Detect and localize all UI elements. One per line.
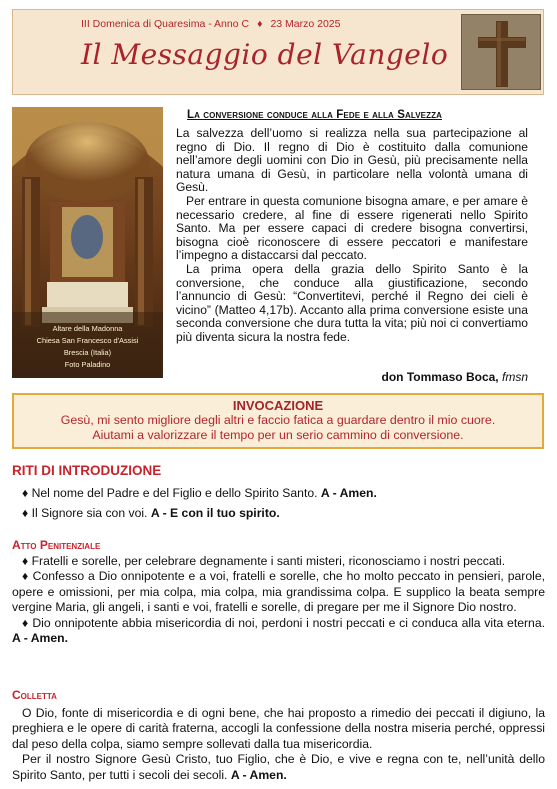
caption-line: Altare della Madonna [52,324,123,333]
rite-text: ♦ Nel nome del Padre e del Figlio e dello Spirito Santo. [22,486,321,500]
page-title: Il Messaggio del Vangelo [81,38,449,71]
author-name: don Tommaso Boca, [381,370,499,384]
author-signature [176,370,528,384]
atto-paragraph [12,616,545,647]
atto-paragraph: ♦ Confesso a Dio onnipotente e a voi, fratelli e sorelle, che ho molto peccato in pensieri, parole, opere e omissioni, per mia colpa, mia colpa, mia grandissima colpa. E supplico la beata sempre vergine Maria, gli angeli, i santi e voi, fratelli e sorelle, di pregare per me il Signore Dio nostro. [12,569,545,615]
caption-line: Brescia (Italia) [63,348,112,357]
colletta-paragraph [12,752,545,783]
article-paragraph: La prima opera della grazia dello Spirito Santo è la conversione, che conduce alla giustificazione, secondo l’annuncio di Gesù: “Convertitevi, perché il Regno dei cieli è vicino” (Matteo 4,17b). Accanto alla prima conversione esiste una seconda conversione che dura tutta la vita; più noi ci convertiamo più diventa sicura la nostra fede. [176,261,528,344]
photo-caption [12,323,163,371]
header-banner [12,9,544,95]
liturgy-meta [81,18,340,30]
section-heading-riti: RITI DI INTRODUZIONE [12,463,162,478]
caption-line: Foto Paladino [64,360,111,369]
atto-text: ♦ Dio onnipotente abbia misericordia di noi, perdoni i nostri peccati e ci conduca alla vita eterna. [22,615,545,630]
article-paragraph: Per entrare in questa comunione bisogna amare, e per amare è necessario credere, al fine di essere rigenerati nello Spirito Santo. Ma per essere capaci di credere bisogna convertirsi, bisogna cioè riconoscere di essere peccatori e manifestare l’impegno a distaccarsi dal peccato. [176,193,528,263]
article-title: La conversione conduce alla Fede e alla Salvezza [187,109,442,121]
diamond-icon: ♦ [257,18,263,30]
response-text: A - E con il tuo spirito. [150,506,280,520]
rite-line [22,486,377,500]
response-text: A - Amen. [320,486,377,500]
article-paragraph: La salvezza dell’uomo si realizza nella sua partecipazione al regno di Dio. Il regno di Dio è costituito dalla comunione nell’amore degli uomini con Dio in Gesù, più precisamente nella natura umana di Gesù, in particolare nella volontà umana di Gesù. [176,126,528,195]
invocation-title: INVOCAZIONE [232,398,324,413]
cross-icon [462,15,541,90]
altar-photo [12,107,163,378]
caption-line: Chiesa San Francesco d'Assisi [36,336,139,345]
invocation-line: Aiutami a valorizzare il tempo per un serio cammino di conversione. [92,428,464,442]
colletta-paragraph: O Dio, fonte di misericordia e di ogni bene, che hai proposto a rimedio dei peccati il digiuno, la preghiera e le opere di carità fraterna, accogli la confessione della nostra miseria perché, oppressi dal peso della colpa, siamo sempre sollevati dalla tua misericordia. [12,706,545,751]
rite-text: ♦ Il Signore sia con voi. [22,506,151,520]
atto-paragraph: ♦ Fratelli e sorelle, per celebrare degnamente i santi misteri, riconosciamo i nostri peccati. [22,554,506,568]
invocation-box [12,393,544,449]
atto-body [12,554,545,646]
section-heading-atto: Atto Penitenziale [12,538,101,552]
section-heading-colletta: Colletta [12,688,57,702]
wooden-cross-image [461,14,541,90]
liturgy-date: 23 Marzo 2025 [270,18,341,30]
response-text: A - Amen. [12,631,68,646]
response-text: A - Amen. [230,767,287,782]
invocation-line: Gesù, mi sento migliore degli altri e faccio fatica a guardare dentro il mio cuore. [60,413,496,427]
colletta-text: Per il nostro Signore Gesù Cristo, tuo Figlio, che è Dio, e vive e regna con te, nell’unità dello Spirito Santo, per tutti i secoli dei secoli. [12,752,545,782]
colletta-body [12,706,545,783]
author-order: fmsn [501,370,528,384]
article-body [176,127,528,345]
liturgy-day: III Domenica di Quaresima - Anno C [81,18,250,30]
rite-line [22,506,280,520]
